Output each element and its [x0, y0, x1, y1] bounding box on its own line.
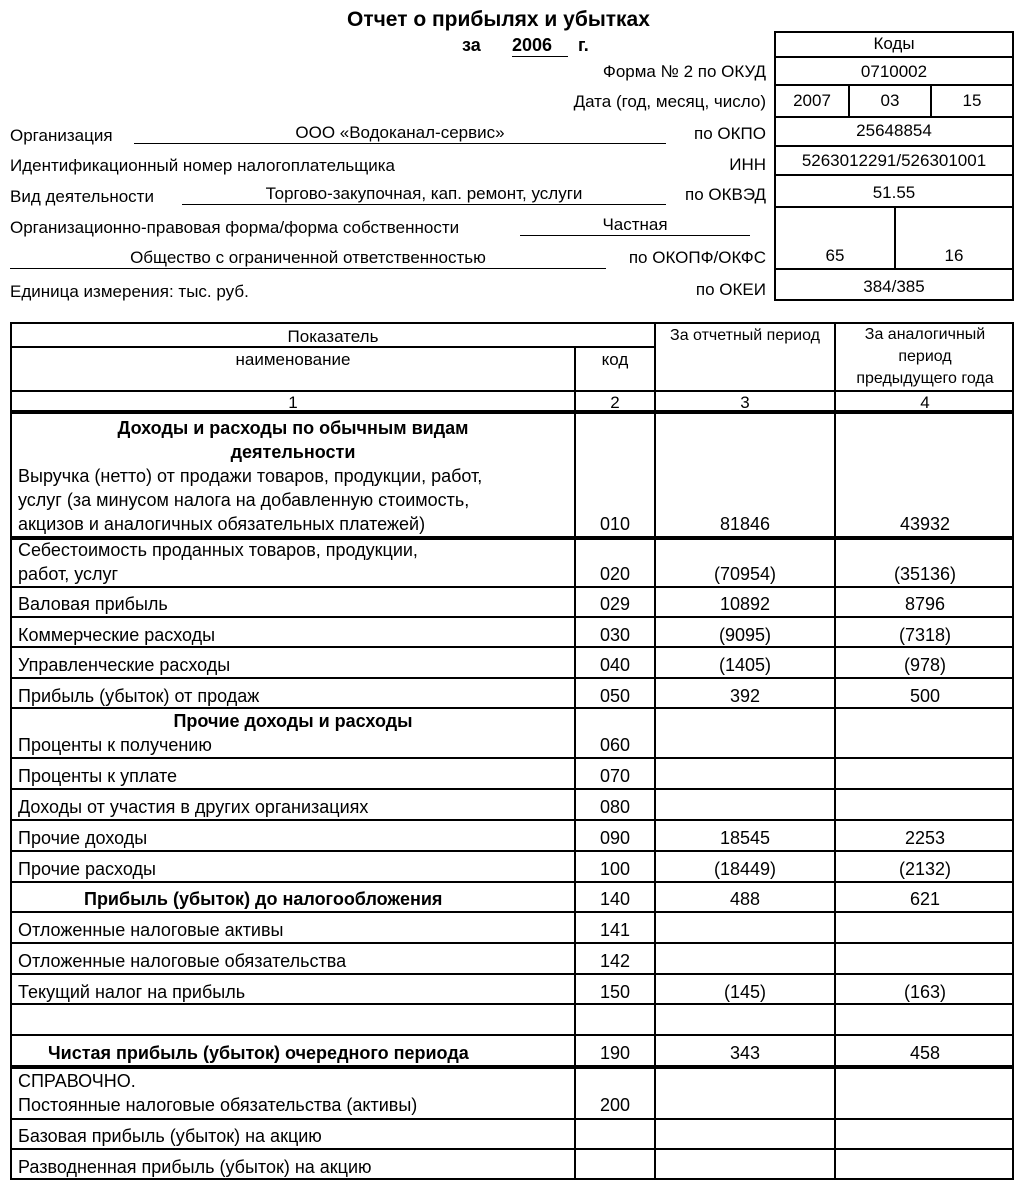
okpo-label: по ОКПО [694, 124, 766, 143]
activity-label: Вид деятельности [10, 187, 154, 206]
inn-value: 5263012291/526301001 [801, 151, 987, 170]
row-150-previous: (163) [903, 982, 947, 1002]
row-090-current: 18545 [719, 828, 771, 848]
th-previous-l1: За аналогичный [864, 326, 986, 343]
row-029-previous: 8796 [904, 594, 946, 614]
row-050-previous: 500 [909, 686, 941, 706]
okved-value: 51.55 [872, 183, 916, 202]
row-010-current: 81846 [719, 514, 771, 534]
row-020-current: (70954) [713, 564, 777, 584]
org-name: ООО «Водоканал-сервис» [134, 123, 666, 144]
row-080-name: Доходы от участия в других организациях [18, 797, 369, 817]
okei-value: 384/385 [863, 277, 925, 296]
th-code: код [601, 350, 629, 369]
date-label: Дата (год, месяц, число) [573, 92, 766, 111]
row-140-previous: 621 [909, 889, 941, 909]
codes-title: Коды [873, 34, 915, 53]
okfs-value: 16 [944, 246, 964, 265]
row-029-code: 029 [599, 594, 631, 614]
period-prefix: за [462, 35, 481, 55]
row-142-name: Отложенные налоговые обязательства [18, 951, 347, 971]
period-suffix: г. [578, 35, 589, 55]
row-190-code: 190 [599, 1043, 631, 1063]
ownership-value: Частная [520, 215, 750, 236]
org-label: Организация [10, 126, 113, 145]
okpo-value: 25648854 [856, 121, 932, 140]
th-indicator: Показатель [287, 327, 379, 346]
date-month: 03 [880, 91, 900, 110]
row-190-previous: 458 [909, 1043, 941, 1063]
row-190-current: 343 [729, 1043, 761, 1063]
th-col3: 3 [740, 393, 750, 412]
row-141-code: 141 [599, 920, 631, 940]
row-141-name: Отложенные налоговые активы [18, 920, 284, 940]
okved-label: по ОКВЭД [684, 185, 766, 204]
row-040-current: (1405) [718, 655, 772, 675]
row-090-name: Прочие доходы [18, 828, 148, 848]
row-070-name: Проценты к уплате [18, 766, 177, 786]
row-100-current: (18449) [713, 859, 777, 879]
row-090-code: 090 [599, 828, 631, 848]
date-day: 15 [962, 91, 982, 110]
legal-form-label: Организационно-правовая форма/форма собственности [10, 218, 460, 237]
row-010-l1: Выручка (нетто) от продажи товаров, продукции, работ, [18, 466, 483, 486]
row-080-code: 080 [599, 797, 631, 817]
row-040-code: 040 [599, 655, 631, 675]
th-current: За отчетный период [670, 327, 820, 344]
row-100-code: 100 [599, 859, 631, 879]
row-150-name: Текущий налог на прибыль [18, 982, 246, 1002]
legal-form-value: Общество с ограниченной ответственностью [10, 248, 606, 269]
section-title-ordinary: Доходы и расходы по обычным видам [117, 418, 469, 438]
unit-label: Единица измерения: тыс. руб. [10, 282, 249, 301]
row-040-previous: (978) [903, 655, 947, 675]
row-020-l2: работ, услуг [18, 564, 119, 584]
th-previous-l2: период [898, 348, 952, 365]
period-year: 2006 [512, 35, 568, 57]
inn-text-label: Идентификационный номер налогоплательщика [10, 156, 395, 175]
th-col1: 1 [288, 393, 298, 412]
row-200-name: Постоянные налоговые обязательства (активы) [18, 1095, 418, 1115]
row-020-previous: (35136) [893, 564, 957, 584]
row-010-l3: акцизов и аналогичных обязательных платежей) [18, 514, 426, 534]
row-030-current: (9095) [718, 625, 772, 645]
row-030-code: 030 [599, 625, 631, 645]
th-previous-l3: предыдущего года [856, 370, 994, 387]
row-090-previous: 2253 [904, 828, 946, 848]
th-col2: 2 [610, 393, 620, 412]
activity-value: Торгово-закупочная, кап. ремонт, услуги [182, 184, 666, 205]
okei-label: по ОКЕИ [695, 280, 766, 299]
inn-label: ИНН [729, 155, 766, 174]
row-020-code: 020 [599, 564, 631, 584]
row-140-name: Прибыль (убыток) до налогообложения [84, 889, 443, 909]
report-title: Отчет о прибылях и убытках [347, 8, 650, 31]
row-100-name: Прочие расходы [18, 859, 156, 879]
row-020-l1: Себестоимость проданных товаров, продукции, [18, 540, 418, 560]
row-029-current: 10892 [719, 594, 771, 614]
reference-label: СПРАВОЧНО. [18, 1071, 136, 1091]
okopf-value: 65 [825, 246, 845, 265]
section-title-ordinary-2: деятельности [230, 442, 356, 462]
row-010-code: 010 [599, 514, 631, 534]
row-142-code: 142 [599, 951, 631, 971]
date-year: 2007 [793, 91, 831, 110]
row-100-previous: (2132) [898, 859, 952, 879]
row-040-name: Управленческие расходы [18, 655, 231, 675]
row-140-current: 488 [729, 889, 761, 909]
row-basic-eps-name: Базовая прибыль (убыток) на акцию [18, 1126, 322, 1146]
row-070-code: 070 [599, 766, 631, 786]
row-010-l2: услуг (за минусом налога на добавленную стоимость, [18, 490, 470, 510]
section-title-other: Прочие доходы и расходы [173, 711, 413, 731]
row-200-code: 200 [599, 1095, 631, 1115]
row-150-current: (145) [723, 982, 767, 1002]
th-name: наименование [235, 350, 351, 369]
row-060-code: 060 [599, 735, 631, 755]
row-030-name: Коммерческие расходы [18, 625, 216, 645]
row-030-previous: (7318) [898, 625, 952, 645]
row-diluted-eps-name: Разводненная прибыль (убыток) на акцию [18, 1157, 372, 1177]
row-060-name: Проценты к получению [18, 735, 212, 755]
row-140-code: 140 [599, 889, 631, 909]
row-190-name: Чистая прибыль (убыток) очередного периода [48, 1043, 469, 1063]
row-150-code: 150 [599, 982, 631, 1002]
okud-label: Форма № 2 по ОКУД [602, 62, 766, 81]
row-050-code: 050 [599, 686, 631, 706]
row-010-previous: 43932 [899, 514, 951, 534]
row-050-current: 392 [729, 686, 761, 706]
row-029-name: Валовая прибыль [18, 594, 168, 614]
okud-value: 0710002 [860, 62, 928, 81]
row-050-name: Прибыль (убыток) от продаж [18, 686, 260, 706]
okopf-label: по ОКОПФ/ОКФС [628, 248, 766, 267]
th-col4: 4 [920, 393, 930, 412]
